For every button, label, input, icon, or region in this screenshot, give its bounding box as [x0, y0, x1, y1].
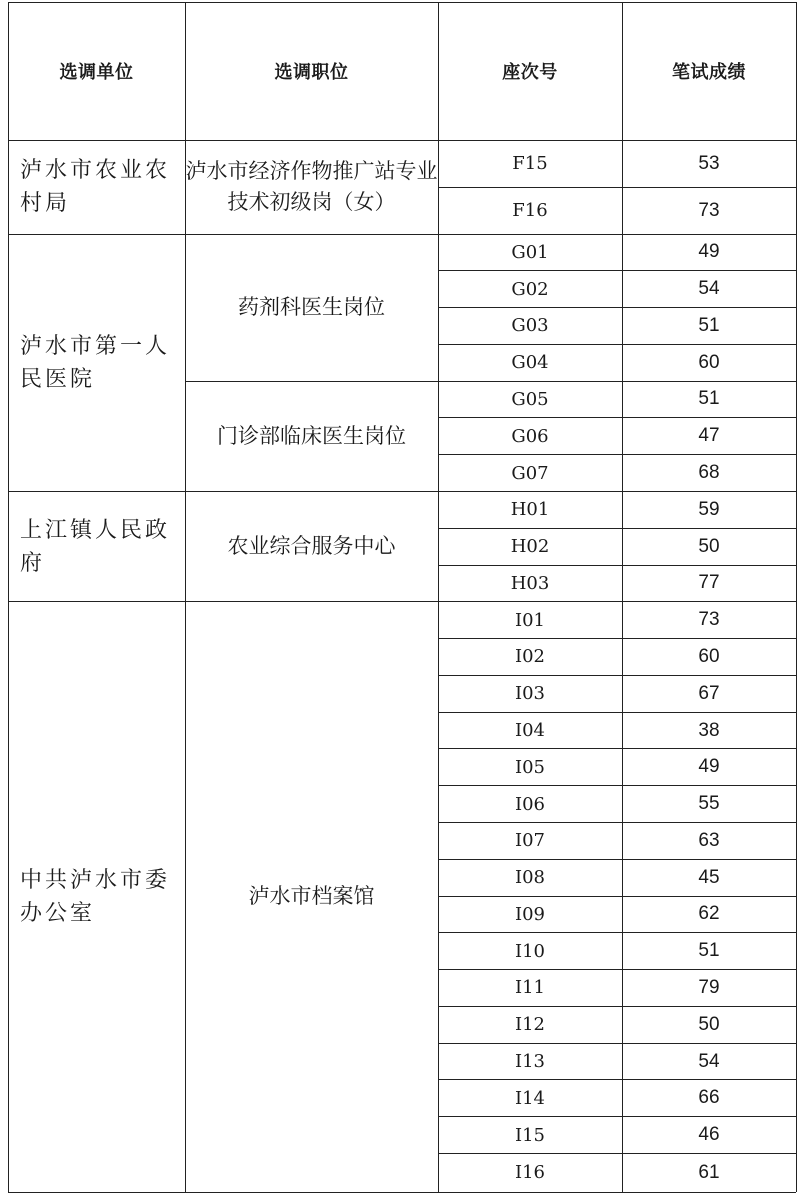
seat-number: I11 — [514, 977, 545, 999]
seat-number: I13 — [514, 1051, 545, 1073]
written-score: 45 — [698, 866, 720, 888]
seat-number: G01 — [511, 241, 549, 263]
seat-number: I09 — [514, 903, 545, 925]
seat-number: I03 — [514, 683, 545, 705]
position-name: 泸水市经济作物推广站专业技术初级岗（女） — [185, 159, 438, 214]
seat-number: F15 — [512, 153, 548, 174]
written-score: 60 — [698, 351, 720, 373]
unit-name: 泸水市第一人民医院 — [20, 333, 171, 392]
position-name: 泸水市档案馆 — [248, 884, 375, 909]
written-score: 49 — [698, 756, 720, 778]
written-score: 61 — [698, 1161, 720, 1183]
seat-number: G07 — [511, 462, 549, 484]
written-score: 51 — [698, 314, 720, 336]
written-score: 51 — [698, 940, 720, 962]
written-score: 79 — [698, 976, 720, 998]
written-score: 73 — [698, 609, 720, 631]
written-score: 55 — [698, 793, 720, 815]
written-score: 62 — [698, 903, 720, 925]
seat-number: I10 — [514, 940, 545, 962]
written-score: 50 — [698, 535, 720, 557]
seat-number: H02 — [510, 536, 550, 558]
written-score: 51 — [698, 388, 720, 410]
written-score: 63 — [698, 829, 720, 851]
seat-number: I05 — [514, 756, 545, 778]
written-score: 54 — [698, 278, 720, 300]
seat-number: I01 — [514, 609, 545, 631]
written-score: 46 — [698, 1124, 720, 1146]
written-score: 66 — [698, 1087, 720, 1109]
header-divider — [8, 140, 796, 141]
position-name: 农业综合服务中心 — [227, 534, 396, 559]
written-score: 47 — [698, 425, 720, 447]
table-top-border — [8, 2, 796, 3]
seat-number: I16 — [514, 1162, 545, 1184]
written-score: 53 — [698, 152, 720, 174]
written-score: 50 — [698, 1013, 720, 1035]
column-divider — [438, 2, 439, 1192]
written-score: 59 — [698, 498, 720, 520]
header-unit: 选调单位 — [59, 62, 134, 83]
seat-number: I08 — [514, 867, 545, 889]
seat-number: H01 — [510, 499, 550, 521]
seat-number: I06 — [514, 793, 545, 815]
unit-name: 上江镇人民政府 — [20, 517, 171, 576]
seat-number: I12 — [514, 1014, 545, 1036]
unit-name: 中共泸水市委办公室 — [20, 867, 171, 926]
written-score: 60 — [698, 645, 720, 667]
written-score: 73 — [698, 199, 720, 221]
written-score: 38 — [698, 719, 720, 741]
written-score: 54 — [698, 1050, 720, 1072]
column-divider — [622, 2, 623, 1192]
seat-number: I14 — [514, 1087, 545, 1109]
seat-number: I04 — [514, 720, 545, 741]
seat-number: G04 — [511, 352, 549, 374]
seat-number: G02 — [511, 278, 549, 300]
seat-number: G06 — [511, 425, 549, 447]
table-bottom-border — [8, 1192, 796, 1193]
written-score: 67 — [698, 682, 720, 704]
column-divider — [796, 2, 797, 1192]
seat-number: G05 — [511, 388, 549, 410]
column-divider — [8, 2, 9, 1192]
written-score: 49 — [698, 241, 720, 263]
header-position: 选调职位 — [274, 62, 349, 83]
unit-name: 泸水市农业农村局 — [20, 158, 171, 216]
position-name: 药剂科医生岗位 — [238, 295, 385, 320]
header-seat: 座次号 — [502, 62, 558, 83]
seat-number: H03 — [510, 572, 550, 594]
seat-number: I15 — [514, 1124, 545, 1146]
header-score: 笔试成绩 — [672, 62, 746, 83]
column-divider — [185, 2, 186, 1192]
seat-number: I02 — [514, 646, 545, 668]
written-score: 68 — [698, 462, 720, 484]
position-name: 门诊部临床医生岗位 — [217, 423, 406, 448]
seat-number: I07 — [514, 830, 545, 852]
written-score: 77 — [698, 572, 720, 594]
seat-number: F16 — [512, 200, 548, 221]
seat-number: G03 — [511, 315, 549, 337]
